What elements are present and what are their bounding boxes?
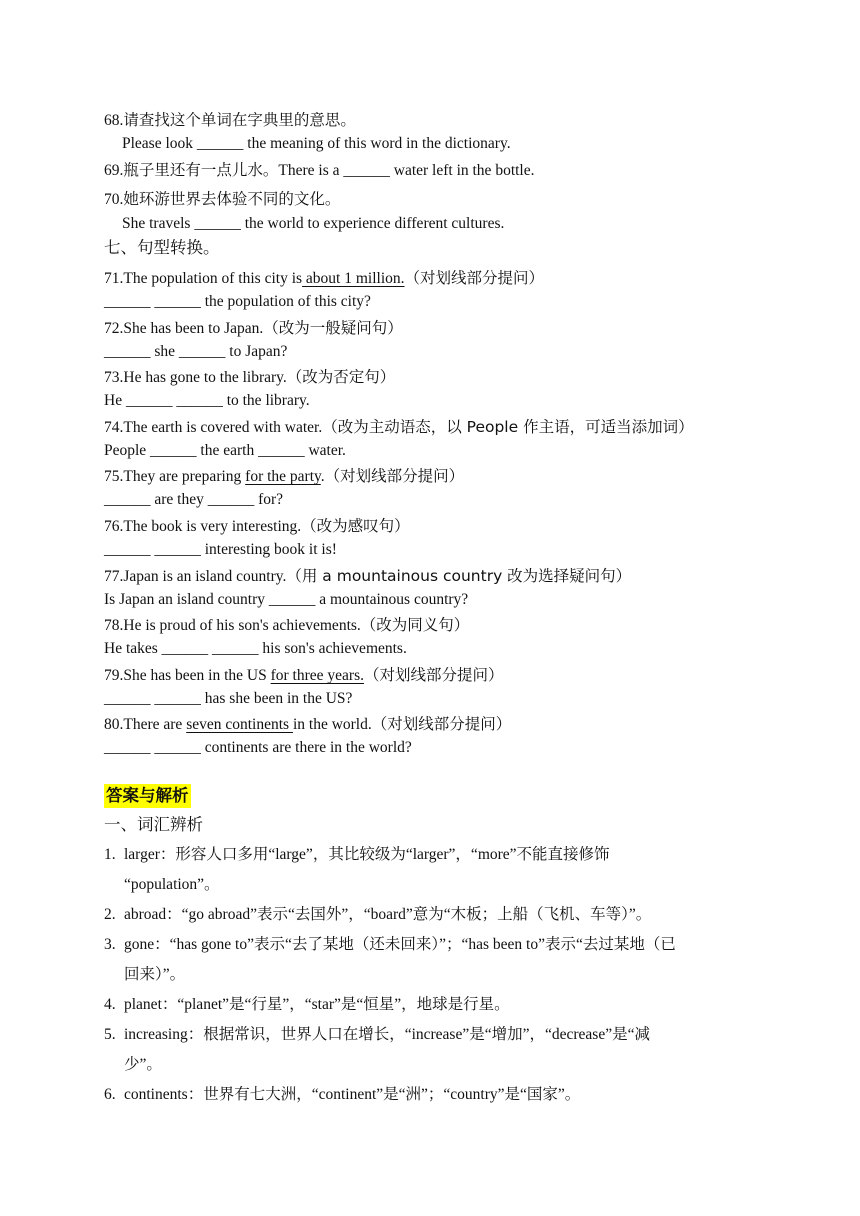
transform-question	[104, 268, 544, 289]
underlined-part: for three years.	[270, 667, 364, 684]
question-70-sentence	[122, 214, 504, 234]
answer-template: He ______ ______ to the library.	[104, 392, 310, 409]
question-english: Please look ______ the meaning of this word in the dictionary.	[122, 135, 511, 152]
question-english: There is a ______ water left in the bottle.	[278, 162, 535, 179]
answer-explanation: increasing：根据常识，世界人口在增长，“increase”是“增加”，“decrease”是“减	[124, 1026, 650, 1043]
question-instruction: （改为同义句）	[360, 616, 470, 634]
question-sentence: Japan is an island country.	[123, 568, 287, 585]
answer-number: 6.	[104, 1086, 116, 1103]
question-chinese: 她环游世界去体验不同的文化。	[123, 190, 341, 208]
answer-template: ______ ______ continents are there in the world?	[104, 739, 412, 756]
answer-number: 4.	[104, 996, 116, 1013]
question-70-prompt	[104, 189, 340, 210]
answer-item	[104, 1080, 764, 1110]
transform-answer-blank	[104, 441, 346, 461]
question-number: 77.	[104, 568, 124, 585]
question-number: 69.	[104, 162, 124, 179]
question-number: 74.	[104, 419, 124, 436]
question-instruction: （改为否定句）	[286, 368, 396, 386]
answer-number: 3.	[104, 936, 116, 953]
answer-template: ______ she ______ to Japan?	[104, 343, 288, 360]
question-number: 73.	[104, 369, 124, 386]
question-number: 80.	[104, 716, 124, 733]
question-number: 68.	[104, 112, 124, 129]
answer-explanation-continued: 回来）”。	[124, 966, 186, 983]
vocab-section-title: 一、词汇辨析	[104, 815, 203, 834]
transform-question	[104, 367, 395, 388]
answer-number: 2.	[104, 906, 116, 923]
underlined-part: for the party	[245, 468, 321, 485]
answer-number: 5.	[104, 1026, 116, 1043]
transform-question	[104, 466, 464, 487]
question-instruction: （对划线部分提问）	[404, 269, 545, 287]
question-sentence: She has been in the US	[123, 667, 271, 684]
question-sentence: The earth is covered with water.	[123, 419, 323, 436]
answer-item	[104, 1020, 764, 1080]
question-chinese: 瓶子里还有一点儿水。	[123, 161, 279, 179]
answer-explanation-continued: “population”。	[124, 876, 220, 893]
answer-explanation: gone：“has gone to”表示“去了某地（还未回来）”；“has been to”表示“去过某地（已	[124, 936, 676, 953]
answer-number: 1.	[104, 846, 116, 863]
transform-answer-blank	[104, 639, 407, 659]
question-68-prompt	[104, 110, 356, 131]
transform-question	[104, 417, 694, 438]
answer-template: ______ are they ______ for?	[104, 491, 284, 508]
question-chinese: 请查找这个单词在字典里的意思。	[123, 111, 356, 129]
question-number: 71.	[104, 270, 124, 287]
transform-answer-blank	[104, 590, 468, 610]
answer-template: He takes ______ ______ his son's achievements.	[104, 640, 407, 657]
section-title: 七、句型转换。	[104, 238, 220, 257]
answer-explanation: larger：形容人口多用“large”，其比较级为“larger”，“more”不能直接修饰	[124, 846, 610, 863]
transform-answer-blank	[104, 490, 283, 510]
question-instruction: （改为一般疑问句）	[263, 319, 403, 337]
question-english: She travels ______ the world to experience different cultures.	[122, 215, 505, 232]
answer-explanation: abroad：“go abroad”表示“去国外”，“board”意为“木板；上船（飞机、车等）”。	[124, 906, 652, 923]
transform-answer-blank	[104, 738, 412, 758]
transform-answer-blank	[104, 689, 352, 709]
answer-explanation: planet：“planet”是“行星”，“star”是“恒星”，地球是行星。	[124, 996, 510, 1013]
question-instruction: （对划线部分提问）	[371, 715, 512, 733]
underlined-part: seven continents	[186, 716, 293, 733]
answer-explanation-continued: 少”。	[124, 1056, 162, 1073]
answer-template: ______ ______ interesting book it is!	[104, 541, 337, 558]
transform-question	[104, 714, 511, 735]
question-sentence: The population of this city is	[123, 270, 303, 287]
question-instruction: （对划线部分提问）	[364, 666, 504, 684]
transform-answer-blank	[104, 391, 310, 411]
transform-question	[104, 516, 410, 537]
answer-template: People ______ the earth ______ water.	[104, 442, 346, 459]
question-sentence: He has gone to the library.	[123, 369, 287, 386]
answer-template: ______ ______ has she been in the US?	[104, 690, 353, 707]
transform-answer-blank	[104, 342, 287, 362]
question-sentence: She has been to Japan.	[123, 320, 264, 337]
answer-item	[104, 900, 764, 930]
transform-answer-blank	[104, 292, 371, 312]
answer-item	[104, 840, 764, 900]
question-instruction: （改为感叹句）	[301, 517, 410, 535]
question-number: 78.	[104, 617, 124, 634]
question-sentence: They are preparing	[123, 468, 246, 485]
transform-answer-blank	[104, 540, 337, 560]
question-instruction: （改为主动语态，以 People 作主语，可适当添加词）	[322, 418, 694, 436]
answer-item	[104, 990, 764, 1020]
question-number: 79.	[104, 667, 124, 684]
answer-template: ______ ______ the population of this city?	[104, 293, 371, 310]
question-sentence: He is proud of his son's achievements.	[123, 617, 361, 634]
answer-template: Is Japan an island country ______ a mountainous country?	[104, 591, 469, 608]
question-sentence: The book is very interesting.	[123, 518, 302, 535]
answers-heading: 答案与解析	[104, 784, 191, 808]
question-sentence-end: in the world.	[292, 716, 372, 733]
answer-explanation: continents：世界有七大洲，“continent”是“洲”；“country”是“国家”。	[124, 1086, 581, 1103]
question-instruction: （用 a mountainous country 改为选择疑问句）	[286, 567, 632, 585]
transform-question	[104, 615, 469, 636]
question-number: 72.	[104, 320, 124, 337]
question-instruction: （对划线部分提问）	[324, 467, 465, 485]
question-number: 76.	[104, 518, 124, 535]
question-sentence: There are	[123, 716, 187, 733]
underlined-part: about 1 million.	[302, 270, 405, 287]
question-number: 75.	[104, 468, 124, 485]
transform-question	[104, 665, 504, 686]
answer-item	[104, 930, 764, 990]
question-number: 70.	[104, 191, 124, 208]
question-sentence-end: .	[320, 468, 325, 485]
question-68-sentence	[122, 134, 511, 154]
question-69	[104, 160, 535, 181]
transform-question	[104, 566, 631, 587]
transform-question	[104, 318, 403, 339]
